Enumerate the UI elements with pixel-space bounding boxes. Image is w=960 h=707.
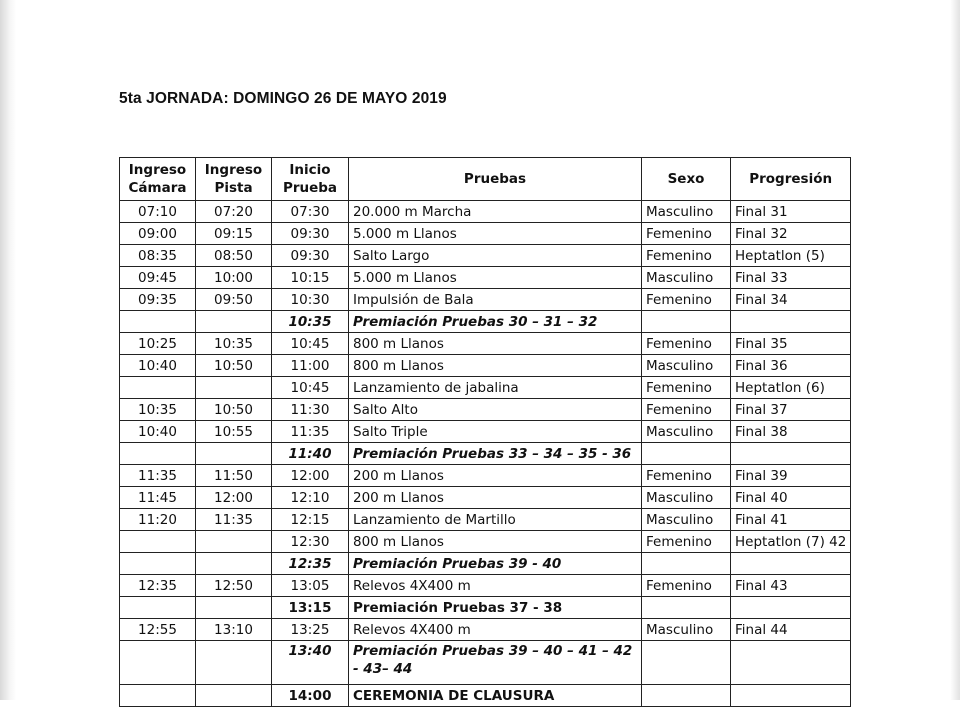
cell-prueba: Premiación Pruebas 39 – 40 – 41 – 42 - 43– 44 xyxy=(349,641,642,685)
cell-ingreso-camara: 10:40 xyxy=(120,355,196,377)
table-row xyxy=(120,333,851,355)
header-ingreso-pista: Ingreso Pista xyxy=(196,158,272,201)
cell-ingreso-pista: 10:50 xyxy=(196,399,272,421)
table-row xyxy=(120,267,851,289)
cell-ingreso-camara: 07:10 xyxy=(120,201,196,223)
table-row xyxy=(120,465,851,487)
cell-inicio-prueba: 10:15 xyxy=(272,267,349,289)
table-row xyxy=(120,223,851,245)
cell-progresion: Final 37 xyxy=(731,399,851,421)
cell-ingreso-camara xyxy=(120,597,196,619)
cell-inicio-prueba: 07:30 xyxy=(272,201,349,223)
table-row xyxy=(120,443,851,465)
cell-progresion: Final 43 xyxy=(731,575,851,597)
cell-inicio-prueba: 13:05 xyxy=(272,575,349,597)
cell-inicio-prueba: 13:40 xyxy=(272,641,349,685)
cell-prueba: Premiación Pruebas 30 – 31 – 32 xyxy=(349,311,642,333)
cell-sexo: Masculino xyxy=(642,355,731,377)
cell-ingreso-camara xyxy=(120,641,196,685)
cell-progresion xyxy=(731,443,851,465)
cell-sexo: Masculino xyxy=(642,267,731,289)
cell-ingreso-pista xyxy=(196,685,272,707)
table-row xyxy=(120,553,851,575)
table-row xyxy=(120,245,851,267)
schedule-body xyxy=(120,201,851,707)
cell-progresion: Final 31 xyxy=(731,201,851,223)
cell-sexo: Femenino xyxy=(642,575,731,597)
cell-prueba: Premiación Pruebas 37 - 38 xyxy=(349,597,642,619)
cell-inicio-prueba: 13:25 xyxy=(272,619,349,641)
cell-ingreso-camara: 10:40 xyxy=(120,421,196,443)
table-row xyxy=(120,641,851,685)
header-inicio-prueba: Inicio Prueba xyxy=(272,158,349,201)
cell-progresion: Final 40 xyxy=(731,487,851,509)
page-shadow-right xyxy=(950,0,960,700)
cell-ingreso-pista xyxy=(196,531,272,553)
cell-inicio-prueba: 12:30 xyxy=(272,531,349,553)
cell-prueba: 200 m Llanos xyxy=(349,487,642,509)
cell-ingreso-camara xyxy=(120,311,196,333)
cell-progresion xyxy=(731,311,851,333)
cell-inicio-prueba: 12:10 xyxy=(272,487,349,509)
cell-progresion: Final 33 xyxy=(731,267,851,289)
table-row xyxy=(120,289,851,311)
cell-ingreso-camara xyxy=(120,553,196,575)
cell-ingreso-pista: 09:50 xyxy=(196,289,272,311)
cell-progresion xyxy=(731,641,851,685)
cell-prueba: 800 m Llanos xyxy=(349,355,642,377)
table-header-row xyxy=(120,158,851,201)
cell-sexo: Femenino xyxy=(642,223,731,245)
cell-progresion: Final 32 xyxy=(731,223,851,245)
cell-sexo xyxy=(642,443,731,465)
cell-progresion: Final 39 xyxy=(731,465,851,487)
cell-inicio-prueba: 10:35 xyxy=(272,311,349,333)
cell-ingreso-camara: 12:35 xyxy=(120,575,196,597)
cell-prueba: Premiación Pruebas 33 – 34 – 35 - 36 xyxy=(349,443,642,465)
cell-sexo: Masculino xyxy=(642,201,731,223)
table-row xyxy=(120,201,851,223)
cell-inicio-prueba: 11:40 xyxy=(272,443,349,465)
cell-sexo: Femenino xyxy=(642,289,731,311)
cell-progresion: Final 41 xyxy=(731,509,851,531)
cell-ingreso-camara: 11:45 xyxy=(120,487,196,509)
cell-inicio-prueba: 11:30 xyxy=(272,399,349,421)
table-row xyxy=(120,597,851,619)
cell-progresion xyxy=(731,597,851,619)
cell-progresion: Heptatlon (7) 42 xyxy=(731,531,851,553)
cell-prueba: Salto Triple xyxy=(349,421,642,443)
cell-sexo xyxy=(642,597,731,619)
table-row xyxy=(120,685,851,707)
cell-ingreso-camara: 10:25 xyxy=(120,333,196,355)
table-row xyxy=(120,377,851,399)
table-row xyxy=(120,487,851,509)
cell-inicio-prueba: 12:35 xyxy=(272,553,349,575)
cell-inicio-prueba: 09:30 xyxy=(272,245,349,267)
cell-progresion: Final 35 xyxy=(731,333,851,355)
cell-ingreso-camara xyxy=(120,377,196,399)
cell-prueba: Lanzamiento de jabalina xyxy=(349,377,642,399)
cell-progresion: Final 38 xyxy=(731,421,851,443)
table-row xyxy=(120,311,851,333)
cell-progresion xyxy=(731,553,851,575)
cell-inicio-prueba: 11:00 xyxy=(272,355,349,377)
cell-sexo: Masculino xyxy=(642,509,731,531)
cell-ingreso-pista: 09:15 xyxy=(196,223,272,245)
cell-ingreso-pista xyxy=(196,553,272,575)
cell-progresion: Heptatlon (6) xyxy=(731,377,851,399)
cell-sexo xyxy=(642,553,731,575)
cell-prueba: Relevos 4X400 m xyxy=(349,619,642,641)
cell-inicio-prueba: 12:00 xyxy=(272,465,349,487)
cell-prueba: 800 m Llanos xyxy=(349,531,642,553)
table-row xyxy=(120,531,851,553)
header-sexo: Sexo xyxy=(642,158,731,201)
cell-ingreso-pista: 11:50 xyxy=(196,465,272,487)
cell-ingreso-pista: 08:50 xyxy=(196,245,272,267)
cell-sexo xyxy=(642,685,731,707)
cell-ingreso-pista xyxy=(196,443,272,465)
cell-sexo xyxy=(642,641,731,685)
schedule-table xyxy=(119,157,851,707)
table-row xyxy=(120,399,851,421)
page-shadow-left xyxy=(0,0,16,700)
cell-ingreso-camara: 11:35 xyxy=(120,465,196,487)
document-title: 5ta JORNADA: DOMINGO 26 DE MAYO 2019 xyxy=(119,90,447,107)
cell-sexo: Femenino xyxy=(642,399,731,421)
cell-inicio-prueba: 14:00 xyxy=(272,685,349,707)
cell-prueba: 20.000 m Marcha xyxy=(349,201,642,223)
cell-ingreso-pista: 11:35 xyxy=(196,509,272,531)
cell-sexo: Femenino xyxy=(642,377,731,399)
cell-sexo xyxy=(642,311,731,333)
cell-prueba: 5.000 m Llanos xyxy=(349,223,642,245)
cell-inicio-prueba: 10:45 xyxy=(272,377,349,399)
cell-ingreso-pista: 12:00 xyxy=(196,487,272,509)
cell-ingreso-camara: 09:35 xyxy=(120,289,196,311)
cell-sexo: Femenino xyxy=(642,333,731,355)
cell-inicio-prueba: 10:45 xyxy=(272,333,349,355)
table-row xyxy=(120,355,851,377)
cell-inicio-prueba: 10:30 xyxy=(272,289,349,311)
cell-ingreso-pista: 12:50 xyxy=(196,575,272,597)
cell-ingreso-camara: 09:00 xyxy=(120,223,196,245)
cell-sexo: Masculino xyxy=(642,487,731,509)
cell-ingreso-camara: 12:55 xyxy=(120,619,196,641)
cell-inicio-prueba: 13:15 xyxy=(272,597,349,619)
cell-ingreso-pista xyxy=(196,641,272,685)
header-pruebas: Pruebas xyxy=(349,158,642,201)
cell-ingreso-pista: 10:50 xyxy=(196,355,272,377)
cell-ingreso-camara xyxy=(120,685,196,707)
cell-inicio-prueba: 12:15 xyxy=(272,509,349,531)
table-row xyxy=(120,619,851,641)
cell-sexo: Femenino xyxy=(642,465,731,487)
cell-prueba: Premiación Pruebas 39 - 40 xyxy=(349,553,642,575)
cell-prueba: 200 m Llanos xyxy=(349,465,642,487)
cell-sexo: Masculino xyxy=(642,421,731,443)
cell-progresion: Final 44 xyxy=(731,619,851,641)
cell-ingreso-camara: 11:20 xyxy=(120,509,196,531)
cell-ingreso-pista: 13:10 xyxy=(196,619,272,641)
cell-progresion xyxy=(731,685,851,707)
cell-ingreso-pista: 10:55 xyxy=(196,421,272,443)
cell-prueba: Relevos 4X400 m xyxy=(349,575,642,597)
cell-progresion: Final 36 xyxy=(731,355,851,377)
cell-ingreso-pista: 10:00 xyxy=(196,267,272,289)
cell-ingreso-camara xyxy=(120,443,196,465)
cell-prueba: Impulsión de Bala xyxy=(349,289,642,311)
cell-sexo: Masculino xyxy=(642,619,731,641)
cell-inicio-prueba: 11:35 xyxy=(272,421,349,443)
cell-prueba: Salto Alto xyxy=(349,399,642,421)
cell-ingreso-pista xyxy=(196,311,272,333)
cell-prueba: Lanzamiento de Martillo xyxy=(349,509,642,531)
cell-prueba: 5.000 m Llanos xyxy=(349,267,642,289)
header-progresion: Progresión xyxy=(731,158,851,201)
cell-ingreso-camara xyxy=(120,531,196,553)
cell-progresion: Heptatlon (5) xyxy=(731,245,851,267)
cell-ingreso-pista xyxy=(196,377,272,399)
cell-prueba: Salto Largo xyxy=(349,245,642,267)
cell-ingreso-pista xyxy=(196,597,272,619)
header-ingreso-camara: Ingreso Cámara xyxy=(120,158,196,201)
cell-ingreso-camara: 09:45 xyxy=(120,267,196,289)
table-row xyxy=(120,421,851,443)
cell-prueba: CEREMONIA DE CLAUSURA xyxy=(349,685,642,707)
cell-ingreso-pista: 10:35 xyxy=(196,333,272,355)
table-row xyxy=(120,575,851,597)
cell-ingreso-camara: 08:35 xyxy=(120,245,196,267)
cell-sexo: Femenino xyxy=(642,245,731,267)
cell-ingreso-pista: 07:20 xyxy=(196,201,272,223)
cell-prueba: 800 m Llanos xyxy=(349,333,642,355)
cell-progresion: Final 34 xyxy=(731,289,851,311)
cell-inicio-prueba: 09:30 xyxy=(272,223,349,245)
cell-ingreso-camara: 10:35 xyxy=(120,399,196,421)
cell-sexo: Femenino xyxy=(642,531,731,553)
table-row xyxy=(120,509,851,531)
